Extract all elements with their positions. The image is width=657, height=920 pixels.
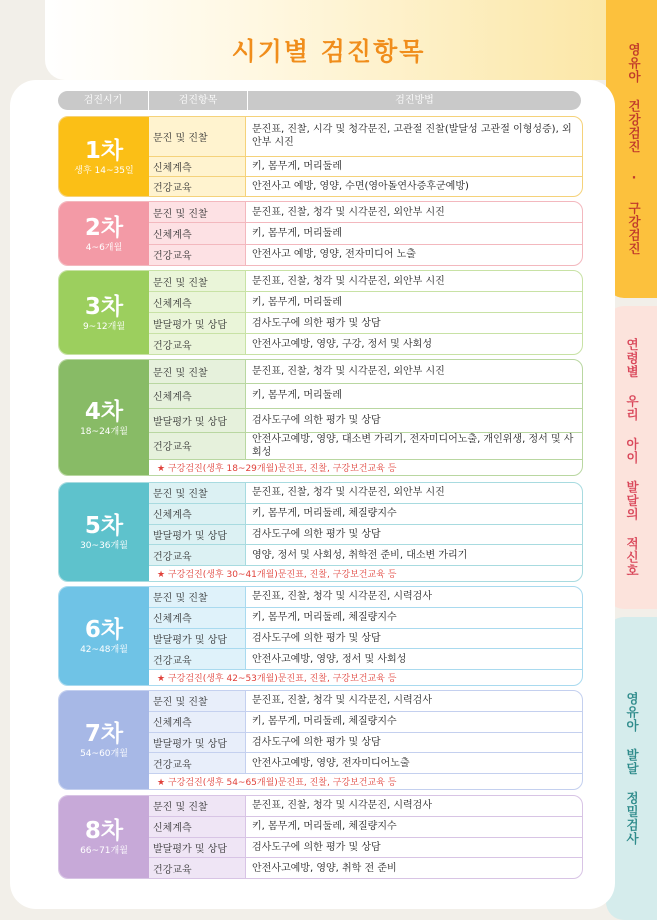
checkup-method: 문진표, 진찰, 청각 및 시각문진, 외안부 시진 [252,366,445,378]
stage-label [59,587,149,685]
table-row [149,691,582,712]
checkup-item: 신체계측 [149,384,246,407]
table-row [149,202,582,223]
stage-number: 6차 [84,617,124,643]
checkup-method: 안전사고예방, 영양, 취학 전 준비 [252,862,397,874]
stage-block [58,795,583,879]
side-tab-label: 연령별 우리 아이 발달의 적신호 [624,337,640,578]
dental-checkup-note: ★ 구강검진(생후 30~41개월)문진표, 진찰, 구강보건교육 등 [149,565,582,581]
table-row [149,271,582,292]
stage-number: 8차 [84,818,124,844]
checkup-method: 검사도구에 의한 평가 및 상담 [252,632,381,644]
checkup-method: 키, 몸무게, 머리둘레, 체질량지수 [252,716,397,728]
stage-label [59,691,149,789]
checkup-method: 안전사고예방, 영양, 전자미디어노출 [252,757,410,769]
stage-age: 30~36개월 [80,541,128,551]
stage-number: 1차 [84,137,124,164]
checkup-item: 문진 및 진찰 [149,483,246,503]
checkup-item: 발달평가 및 상담 [149,525,246,545]
dental-checkup-note: ★ 구강검진(생후 42~53개월)문진표, 진찰, 구강보건교육 등 [149,669,582,685]
checkup-method: 안전사고예방, 영양, 구강, 정서 및 사회성 [252,338,432,350]
stage-label [59,360,149,475]
checkup-method: 키, 몸무게, 머리둘레, 체질량지수 [252,508,397,520]
table-row [149,223,582,244]
table-row [149,245,582,265]
checkup-method: 영양, 정서 및 사회성, 취학전 준비, 대소변 가리기 [252,549,468,561]
stage-age: 42~48개월 [80,645,128,655]
checkup-item: 문진 및 진찰 [149,202,246,222]
table-row [149,360,582,384]
checkup-item: 신체계측 [149,504,246,524]
table-row [149,483,582,504]
table-row [149,525,582,546]
table-row [149,587,582,608]
checkup-item: 건강교육 [149,245,246,265]
table-row [149,649,582,669]
checkup-method: 안전사고 예방, 영양, 전자미디어 노출 [252,249,416,261]
checkup-item: 발달평가 및 상담 [149,629,246,649]
stage-block [58,690,583,790]
stage-age: 9~12개월 [82,321,126,332]
table-row [149,433,582,459]
table-row [149,313,582,334]
table-row [149,177,582,196]
checkup-method: 키, 몸무게, 머리둘레 [252,227,342,239]
checkup-item: 건강교육 [149,858,246,878]
checkup-item: 건강교육 [149,649,246,669]
checkup-item: 발달평가 및 상담 [149,838,246,858]
table-row [149,384,582,408]
table-row [149,504,582,525]
stage-label [59,117,149,196]
checkup-method: 검사도구에 의한 평가 및 상담 [252,414,381,426]
checkup-item: 건강교육 [149,753,246,773]
checkup-item: 문진 및 진찰 [149,796,246,816]
checkup-item: 신체계측 [149,223,246,243]
table-row [149,629,582,650]
column-header-item: 검진항목 [149,91,248,110]
table-row [149,409,582,433]
checkup-item: 건강교육 [149,433,246,459]
checkup-method: 문진표, 진찰, 시각 및 청각문진, 고관절 진찰(발달성 고관절 이형성증), 외안부 시진 [252,124,572,149]
side-tab-label: 영유아 건강검진 · 구강검진 [626,42,642,256]
checkup-method: 문진표, 진찰, 청각 및 시각문진, 외안부 시진 [252,275,445,287]
stage-age: 18~24개월 [80,426,128,437]
stage-age: 생후 14~35일 [74,165,134,176]
table-row [149,292,582,313]
stage-label [59,483,149,581]
checkup-method: 검사도구에 의한 평가 및 상담 [252,528,381,540]
stage-block [58,201,583,266]
checkup-method: 검사도구에 의한 평가 및 상담 [252,736,381,748]
checkup-method: 안전사고 예방, 영양, 수면(영아돌연사증후군예방) [252,180,469,192]
checkup-item: 문진 및 진찰 [149,691,246,711]
checkup-method: 문진표, 진찰, 청각 및 시각문진, 시력검사 [252,591,432,603]
checkup-item: 신체계측 [149,157,246,176]
stage-label [59,271,149,354]
dental-checkup-note: ★ 구강검진(생후 54~65개월)문진표, 진찰, 구강보건교육 등 [149,773,582,789]
checkup-item: 문진 및 진찰 [149,587,246,607]
stage-block [58,270,583,355]
checkup-item: 신체계측 [149,817,246,837]
table-row [149,817,582,838]
checkup-item: 문진 및 진찰 [149,271,246,291]
table-header [58,91,581,110]
checkup-method: 키, 몸무게, 머리둘레 [252,296,342,308]
stage-block [58,116,583,197]
stage-age: 4~6개월 [85,242,123,253]
checkup-item: 건강교육 [149,177,246,196]
stage-block [58,482,583,582]
checkup-method: 검사도구에 의한 평가 및 상담 [252,841,381,853]
stage-label [59,796,149,878]
stage-number: 2차 [84,214,124,241]
stage-number: 7차 [84,721,124,747]
checkup-method: 안전사고예방, 영양, 정서 및 사회성 [252,653,407,665]
table-row [149,858,582,878]
table-row [149,796,582,817]
checkup-method: 키, 몸무게, 머리둘레 [252,160,342,172]
stage-number: 4차 [84,398,124,425]
column-header-method: 검진방법 [395,95,434,106]
checkup-item: 문진 및 진찰 [149,117,246,156]
checkup-item: 발달평가 및 상담 [149,733,246,753]
stage-age: 54~60개월 [80,749,128,759]
stage-label [59,202,149,265]
checkup-item: 건강교육 [149,334,246,354]
checkup-method: 키, 몸무게, 머리둘레 [252,390,342,402]
checkup-item: 발달평가 및 상담 [149,313,246,333]
page-title: 시기별 검진항목 [231,37,426,66]
checkup-method: 안전사고예방, 영양, 대소변 가리기, 전자미디어노출, 개인위생, 정서 및 사회성 [252,433,574,458]
table-row [149,712,582,733]
side-tab-label: 영유아 발달 정밀검사 [624,691,640,846]
checkup-item: 건강교육 [149,545,246,565]
checkup-item: 문진 및 진찰 [149,360,246,383]
table-row [149,157,582,177]
checkup-method: 문진표, 진찰, 청각 및 시각문진, 시력검사 [252,695,432,707]
table-row [149,838,582,859]
checkup-method: 문진표, 진찰, 청각 및 시각문진, 외안부 시진 [252,487,445,499]
checkup-item: 신체계측 [149,292,246,312]
stage-block [58,359,583,476]
column-header-period: 검진시기 [58,91,149,110]
checkup-method: 검사도구에 의한 평가 및 상담 [252,317,381,329]
checkup-method: 키, 몸무게, 머리둘레, 체질량지수 [252,612,397,624]
table-row [149,753,582,773]
stage-age: 66~71개월 [80,846,128,856]
stage-block [58,586,583,686]
checkup-item: 발달평가 및 상담 [149,409,246,432]
checkup-method: 문진표, 진찰, 청각 및 시각문진, 시력검사 [252,800,432,812]
checkup-item: 신체계측 [149,608,246,628]
table-row [149,733,582,754]
checkup-item: 신체계측 [149,712,246,732]
table-row [149,545,582,565]
table-row [149,117,582,157]
table-row [149,608,582,629]
checkup-method: 키, 몸무게, 머리둘레, 체질량지수 [252,821,397,833]
stage-number: 3차 [84,293,124,320]
table-row [149,334,582,354]
dental-checkup-note: ★ 구강검진(생후 18~29개월)문진표, 진찰, 구강보건교육 등 [149,459,582,475]
stage-number: 5차 [84,513,124,539]
checkup-method: 문진표, 진찰, 청각 및 시각문진, 외안부 시진 [252,206,445,218]
